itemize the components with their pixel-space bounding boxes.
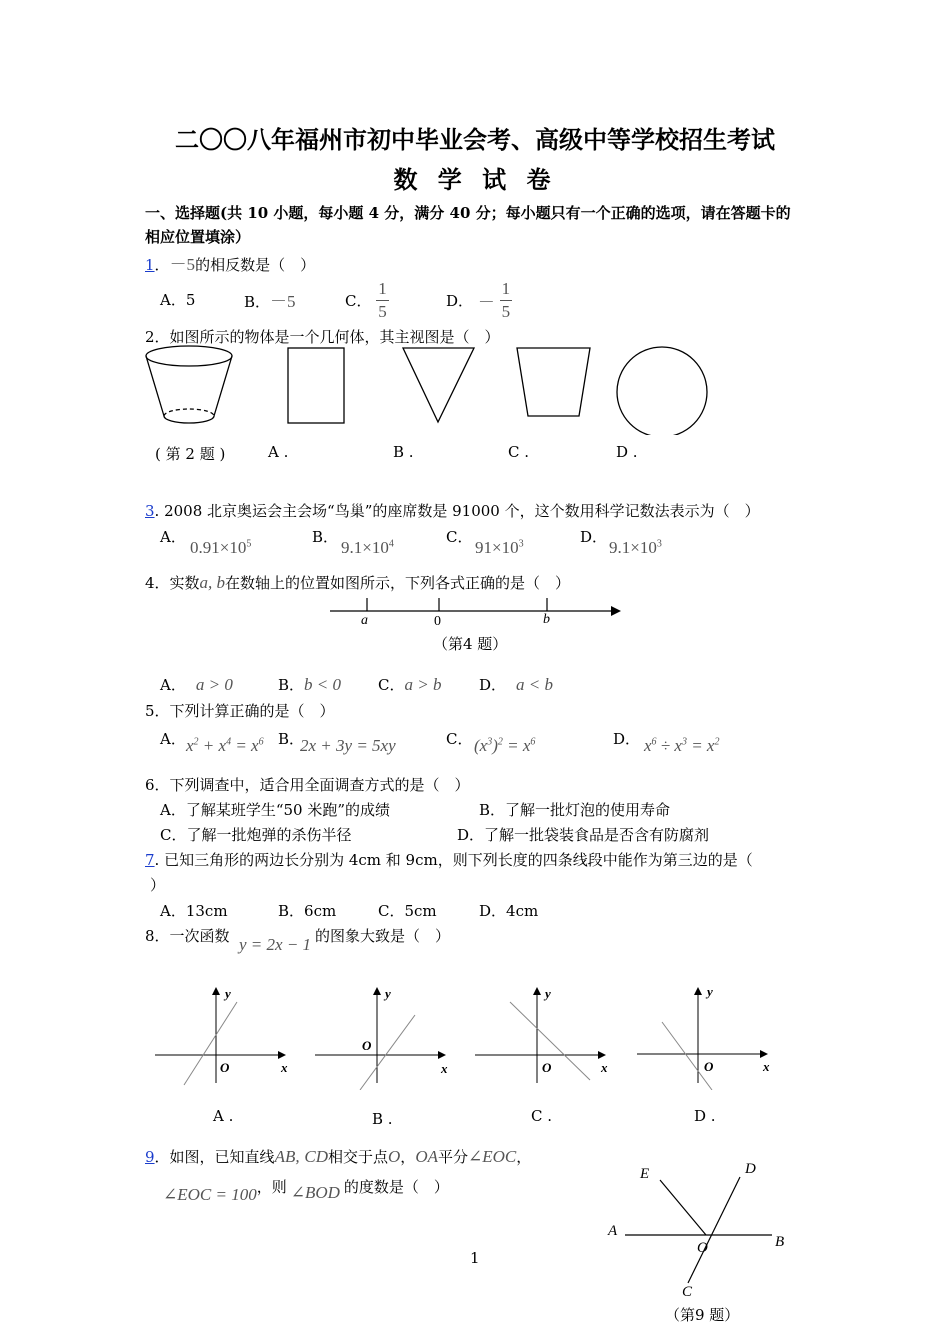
- q8-graph-c: [475, 988, 605, 1083]
- q4-c-value: a > b: [404, 675, 442, 694]
- q3-b-mantissa: 9.1×10: [341, 538, 389, 557]
- q5-option-b-value: 2x + 3y = 5xy: [300, 736, 396, 755]
- q9-math-angle-bod: ∠BOD: [290, 1183, 340, 1202]
- q4-d-value: a < b: [516, 675, 554, 694]
- q8-prefix: 8．一次函数: [145, 927, 230, 945]
- q9-math-o: O: [388, 1147, 401, 1166]
- q9-text-4: 平分: [437, 1148, 468, 1166]
- q7-option-a[interactable]: A．13cm: [160, 902, 228, 920]
- q9-text-7: 的度数是（ ）: [343, 1178, 449, 1196]
- q4-number-line: [325, 594, 625, 628]
- q8-option-d[interactable]: D .: [694, 1107, 716, 1125]
- q3-d-mantissa: 9.1×10: [609, 538, 657, 557]
- q3-option-a-label[interactable]: A．: [160, 528, 186, 546]
- q9-math-ab: AB,: [274, 1147, 300, 1166]
- q5-option-a-value: $x^2 + x^4 = x^6$: [186, 736, 264, 755]
- q4-a-value: a > 0: [195, 675, 233, 694]
- q9-text-6: ，则: [256, 1178, 287, 1196]
- q8-option-b[interactable]: B .: [372, 1110, 393, 1128]
- q8-graph-d: [637, 988, 767, 1090]
- q1-option-b[interactable]: [244, 287, 296, 312]
- q8-b-origin: O: [362, 1038, 372, 1053]
- q5-option-d-label[interactable]: D．: [613, 730, 641, 748]
- q9-label-d: D: [745, 1161, 756, 1177]
- q8-graph-b: [315, 988, 445, 1090]
- question-9: [145, 1146, 531, 1167]
- q1-d-sign: －: [477, 293, 495, 312]
- q4-axis-arrow: [611, 606, 621, 616]
- q2-option-b-triangle: [403, 348, 474, 422]
- q1-expr: －5: [169, 255, 196, 274]
- exam-title: 二〇〇八年福州市初中毕业会考、高级中等学校招生考试: [175, 125, 775, 154]
- q5-option-c-value: $(x^3)^2 = x^6$: [474, 736, 536, 755]
- question-1-number[interactable]: 1: [145, 256, 155, 274]
- q9-label-c: C: [682, 1284, 693, 1300]
- q7-option-b[interactable]: B．6cm: [278, 902, 337, 920]
- question-6: 6．下列调查中，适合用全面调查方式的是（ ）: [145, 776, 470, 794]
- q1-a-value: 5: [185, 291, 196, 309]
- q3-option-c-value: [475, 538, 524, 558]
- q8-a-x-label: x: [281, 1060, 288, 1075]
- q9-math-cd: CD: [304, 1147, 328, 1166]
- q4-d-label: D．: [479, 676, 507, 694]
- q1-c-label: C．: [345, 292, 372, 310]
- q1-dot: ．: [154, 256, 170, 274]
- q5-option-b-label[interactable]: B．: [278, 730, 305, 748]
- q9-math-angle-eoc: ∠EOC: [468, 1147, 517, 1166]
- q8-option-a[interactable]: A .: [213, 1107, 234, 1125]
- q3-b-exp: 4: [388, 538, 394, 550]
- q8-option-c[interactable]: C .: [531, 1107, 553, 1125]
- q3-c-exp: 3: [518, 538, 524, 550]
- q2-option-d-circle: [617, 347, 707, 435]
- q9-text-3: ，: [400, 1148, 416, 1166]
- q7-text: . 已知三角形的两边长分别为 4cm 和 9cm，则下列长度的四条线段中能作为第三边的是（: [154, 851, 753, 869]
- question-7: [145, 849, 753, 870]
- q1-d-label: D．: [446, 292, 474, 310]
- page-number: 1: [470, 1249, 480, 1267]
- q3-option-b-label[interactable]: B．: [312, 528, 339, 546]
- q3-a-mantissa: 0.91×10: [190, 538, 247, 557]
- q6-option-b[interactable]: B．了解一批灯泡的使用寿命: [479, 801, 671, 819]
- q3-option-d-value: [609, 538, 662, 558]
- q9-ray-oe: [660, 1180, 706, 1235]
- question-1: [145, 250, 315, 275]
- q1-d-den: 5: [501, 302, 511, 321]
- q6-option-c[interactable]: C．了解一批炮弹的杀伤半径: [160, 826, 352, 844]
- q3-option-c-label[interactable]: C．: [446, 528, 473, 546]
- q3-option-a-value: [190, 538, 251, 558]
- section-heading-cont: 相应位置填涂）: [145, 228, 251, 246]
- q4-option-d[interactable]: [479, 674, 553, 695]
- exam-subtitle: 数 学 试 卷: [393, 165, 557, 194]
- q5-option-c-label[interactable]: C．: [446, 730, 473, 748]
- question-5: 5．下列计算正确的是（ ）: [145, 702, 335, 720]
- q4-a-label: A．: [160, 676, 186, 694]
- q9-figure: [600, 1155, 800, 1305]
- q8-c-y-label: y: [545, 986, 551, 1001]
- q1-c-den: 5: [378, 302, 387, 321]
- q2-option-c[interactable]: C .: [508, 443, 530, 461]
- q9-math-angle-value: ∠EOC = 100: [163, 1185, 257, 1204]
- q4-c-label: C．: [378, 676, 405, 694]
- q8-c-x-label: x: [601, 1060, 608, 1075]
- q8-b-y-label: y: [385, 986, 391, 1001]
- q8-text: 的图象大致是（ ）: [315, 927, 451, 945]
- q1-b-value: －5: [270, 292, 296, 311]
- q9-label-o: O: [697, 1240, 708, 1256]
- q2-bucket-figure: [146, 346, 232, 423]
- q9-line-cd: [688, 1177, 740, 1283]
- q2-option-a[interactable]: A .: [268, 443, 289, 461]
- q4-label-b: b: [543, 612, 550, 627]
- q7-option-d[interactable]: D．4cm: [479, 902, 539, 920]
- question-3-number[interactable]: 3: [145, 502, 155, 520]
- q9-math-oa: OA: [415, 1147, 438, 1166]
- q4-option-c[interactable]: [378, 674, 441, 695]
- q8-a-y-label: y: [225, 986, 231, 1001]
- q4-b-label: B．: [278, 676, 305, 694]
- q9-label-e: E: [640, 1166, 650, 1182]
- q4-option-a[interactable]: [160, 674, 233, 695]
- question-3: [145, 500, 760, 521]
- q4-label-a: a: [361, 613, 368, 628]
- q9-text-1: ．如图，已知直线: [154, 1148, 275, 1166]
- q9-label-a: A: [608, 1223, 618, 1239]
- q4-option-b[interactable]: [278, 674, 341, 695]
- question-8: [145, 925, 230, 946]
- q2-option-b[interactable]: B .: [393, 443, 414, 461]
- q4-b-value: b < 0: [304, 675, 342, 694]
- q3-c-mantissa: 91×10: [475, 538, 519, 557]
- q2-figures: [135, 340, 735, 435]
- q8-graphs: [150, 980, 790, 1090]
- q5-option-a-label[interactable]: A．: [160, 730, 186, 748]
- q1-option-c[interactable]: [345, 278, 389, 323]
- q3-d-exp: 3: [656, 538, 662, 550]
- q1-text: 的相反数是（ ）: [195, 256, 316, 274]
- q8-b-x-label: x: [441, 1061, 448, 1076]
- q2-option-c-trapezoid: [517, 348, 590, 416]
- q3-option-b-value: [341, 538, 394, 558]
- q5-option-d-value: $x^6 \div x^3 = x^2$: [644, 736, 720, 755]
- question-4: [145, 572, 570, 593]
- question-9-line2: [163, 1176, 449, 1204]
- q3-a-exp: 5: [246, 538, 252, 550]
- question-2: 2．如图所示的物体是一个几何体，其主视图是（ ）: [145, 328, 500, 346]
- q1-d-num: 1: [500, 278, 513, 301]
- q8-d-origin: O: [704, 1059, 714, 1074]
- q3-option-d-label[interactable]: D．: [580, 528, 608, 546]
- question-9-number[interactable]: 9: [145, 1148, 155, 1166]
- q3-text: . 2008 北京奥运会主会场“鸟巢”的座席数是 91000 个，这个数用科学记数法表示为（ ）: [154, 502, 760, 520]
- q8-a-origin: O: [220, 1060, 230, 1075]
- q4-caption: （第4 题）: [433, 635, 508, 653]
- q8-d-y-label: y: [707, 984, 713, 999]
- q9-text-5: ，: [516, 1148, 532, 1166]
- q8-d-x-label: x: [763, 1059, 770, 1074]
- q7-text-cont: ）: [150, 876, 166, 894]
- q1-b-label: B．: [244, 293, 271, 311]
- q1-c-num: 1: [376, 278, 389, 301]
- q9-label-b: B: [775, 1234, 785, 1250]
- q1-d-fraction: [500, 278, 513, 323]
- q4-prefix: 4．实数: [145, 574, 200, 592]
- q2-caption: ( 第 2 题 ): [155, 445, 226, 463]
- q4-text: 在数轴上的位置如图所示，下列各式正确的是（ ）: [225, 574, 571, 592]
- q6-option-a[interactable]: A．了解某班学生“50 米跑”的成绩: [160, 801, 391, 819]
- section-heading: 一、选择题(共 10 小题，每小题 4 分，满分 40 分；每小题只有一个正确的选项，请在答题卡的: [145, 204, 791, 222]
- q1-option-d[interactable]: [446, 278, 512, 323]
- q8-c-origin: O: [542, 1060, 552, 1075]
- q8-expr: y = 2x − 1: [239, 935, 312, 954]
- q1-option-a[interactable]: [160, 289, 195, 310]
- q7-option-c[interactable]: C．5cm: [378, 902, 437, 920]
- question-7-number[interactable]: 7: [145, 851, 155, 869]
- q9-text-2: 相交于点: [328, 1148, 389, 1166]
- q2-option-d[interactable]: D .: [616, 443, 638, 461]
- q4-vars: a, b: [199, 573, 226, 592]
- q4-label-0: 0: [434, 614, 441, 628]
- q2-option-a-rectangle: [288, 348, 344, 423]
- q1-c-fraction: [376, 278, 389, 323]
- q9-caption: （第9 题）: [665, 1306, 740, 1324]
- q6-option-d[interactable]: D．了解一批袋装食品是否含有防腐剂: [457, 826, 710, 844]
- q1-a-label: A．: [160, 291, 186, 309]
